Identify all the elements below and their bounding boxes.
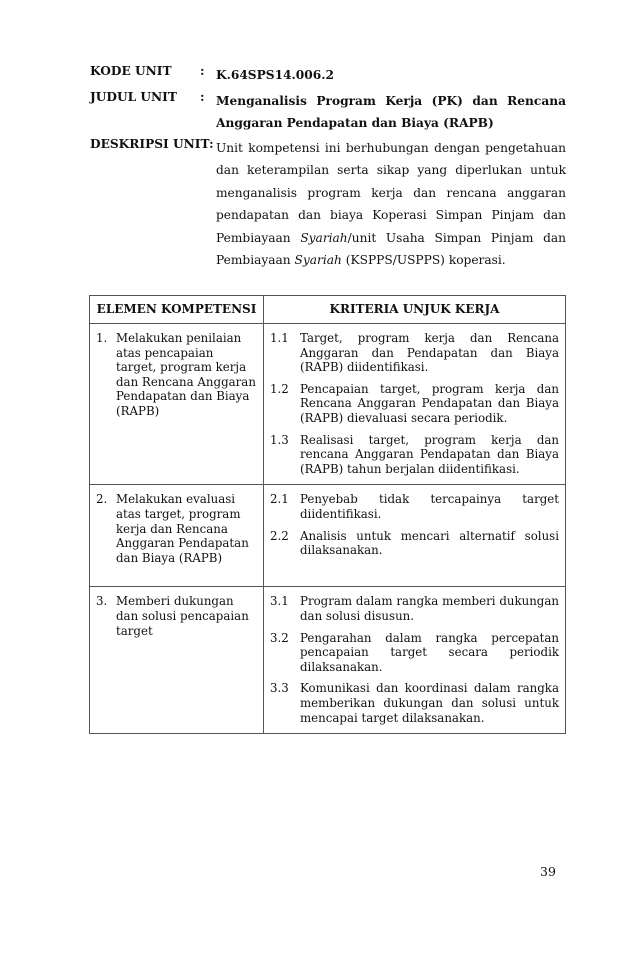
judul-unit-value [216, 90, 566, 135]
deskripsi-line-5-c: /unit Usaha Simpan Pinjam dan [347, 230, 566, 245]
deskripsi-line-6-italic: Syariah [294, 253, 342, 267]
deskripsi-unit-label: DESKRIPSI UNIT: [90, 136, 214, 151]
kode-unit-label: KODE UNIT [90, 64, 172, 78]
kriteria-cell [264, 587, 566, 734]
elemen-number: 1. [96, 331, 108, 345]
deskripsi-line-3: menganalisis program kerja dan rencana anggaran [216, 185, 566, 200]
kriteria-text: Pencapaian target, program kerja dan Rencana Anggaran Pendapatan dan Biaya (RAPB) dievaluasi secara periodik. [300, 381, 559, 425]
kriteria-text: Analisis untuk mencari alternatif solusi dilaksanakan. [300, 528, 559, 558]
table-row [90, 485, 566, 587]
table-row [90, 324, 566, 485]
kriteria-number: 3.1 [270, 594, 289, 609]
kriteria-text: Komunikasi dan koordinasi dalam rangka memberikan dukungan dan solusi untuk mencapai target dilaksanakan. [300, 681, 559, 725]
deskripsi-line-2: dan keterampilan serta sikap yang diperlukan untuk [216, 163, 566, 177]
deskripsi-unit-row [90, 137, 566, 272]
elemen-cell [90, 587, 264, 734]
kriteria-text: Program dalam rangka memberi dukungan dan solusi disusun. [300, 594, 559, 623]
judul-unit-label: JUDUL UNIT [90, 89, 177, 104]
kriteria-item [270, 382, 559, 426]
judul-unit-colon: : [200, 89, 205, 104]
deskripsi-line-5-a: Pembiayaan [216, 230, 301, 245]
kriteria-number: 2.2 [270, 528, 289, 543]
kriteria-item [270, 331, 559, 375]
kriteria-cell [264, 485, 566, 587]
elemen-item [96, 594, 257, 638]
elemen-cell [90, 485, 264, 587]
elemen-text: Melakukan evaluasi atas target, program kerja dan Rencana Anggaran Pendapatan dan Biaya (RAPB) [116, 492, 249, 565]
judul-line-1: Menganalisis Program Kerja (PK) dan Rencana [216, 93, 566, 108]
kriteria-text: Target, program kerja dan Rencana Anggaran dan Pendapatan dan Biaya (RAPB) diidentifikasi. [300, 331, 559, 375]
elemen-number: 2. [96, 492, 108, 507]
judul-line-2: Anggaran Pendapatan dan Biaya (RAPB) [216, 116, 494, 130]
kriteria-text: Pengarahan dalam rangka percepatan pencapaian target secara periodik dilaksanakan. [300, 630, 559, 674]
deskripsi-line-5-italic: Syariah [300, 230, 348, 245]
kode-unit-value: K.64SPS14.006.2 [216, 68, 334, 82]
kriteria-item [270, 492, 559, 521]
deskripsi-line-6-a: Pembiayaan [216, 253, 295, 267]
kriteria-text: Penyebab tidak tercapainya target diidentifikasi. [300, 492, 559, 521]
elemen-item [96, 331, 257, 419]
kode-unit-row [90, 64, 566, 87]
elemen-number: 3. [96, 594, 108, 609]
deskripsi-line-1: Unit kompetensi ini berhubungan dengan pengetahuan [216, 140, 566, 155]
elemen-text: Melakukan penilaian atas pencapaian target, program kerja dan Rencana Anggaran Pendapatan dan Biaya (RAPB) [116, 331, 256, 418]
elemen-text: Memberi dukungan dan solusi pencapaian target [116, 594, 249, 638]
deskripsi-line-4: pendapatan dan biaya Koperasi Simpan Pinjam dan [216, 208, 566, 222]
kode-unit-colon: : [200, 64, 205, 78]
kriteria-number: 1.3 [270, 432, 289, 447]
elemen-item [96, 492, 257, 565]
kriteria-number: 1.1 [270, 331, 289, 345]
kriteria-item [270, 433, 559, 477]
kriteria-item [270, 681, 559, 725]
kriteria-cell [264, 324, 566, 485]
unit-info [90, 64, 566, 272]
kriteria-number: 3.2 [270, 630, 289, 645]
judul-unit-row [90, 90, 566, 135]
table-row [90, 587, 566, 734]
kriteria-item [270, 631, 559, 675]
competency-table [89, 295, 566, 734]
header-kriteria-unjuk-kerja: KRITERIA UNJUK KERJA [264, 296, 566, 324]
kriteria-number: 3.3 [270, 681, 289, 696]
deskripsi-line-6-c: (KSPPS/USPPS) koperasi. [341, 253, 506, 267]
kriteria-item [270, 594, 559, 623]
page-number: 39 [540, 864, 556, 879]
kriteria-item [270, 529, 559, 558]
table-header-row [90, 296, 566, 324]
header-elemen-kompetensi: ELEMEN KOMPETENSI [90, 296, 264, 324]
kriteria-number: 2.1 [270, 492, 289, 507]
deskripsi-line-6 [216, 249, 566, 272]
kriteria-number: 1.2 [270, 381, 289, 396]
deskripsi-line-5 [216, 227, 566, 250]
deskripsi-unit-value [216, 137, 566, 272]
kriteria-text: Realisasi target, program kerja dan rencana Anggaran Pendapatan dan Biaya (RAPB) tahun berjalan diidentifikasi. [300, 432, 559, 476]
elemen-cell [90, 324, 264, 485]
